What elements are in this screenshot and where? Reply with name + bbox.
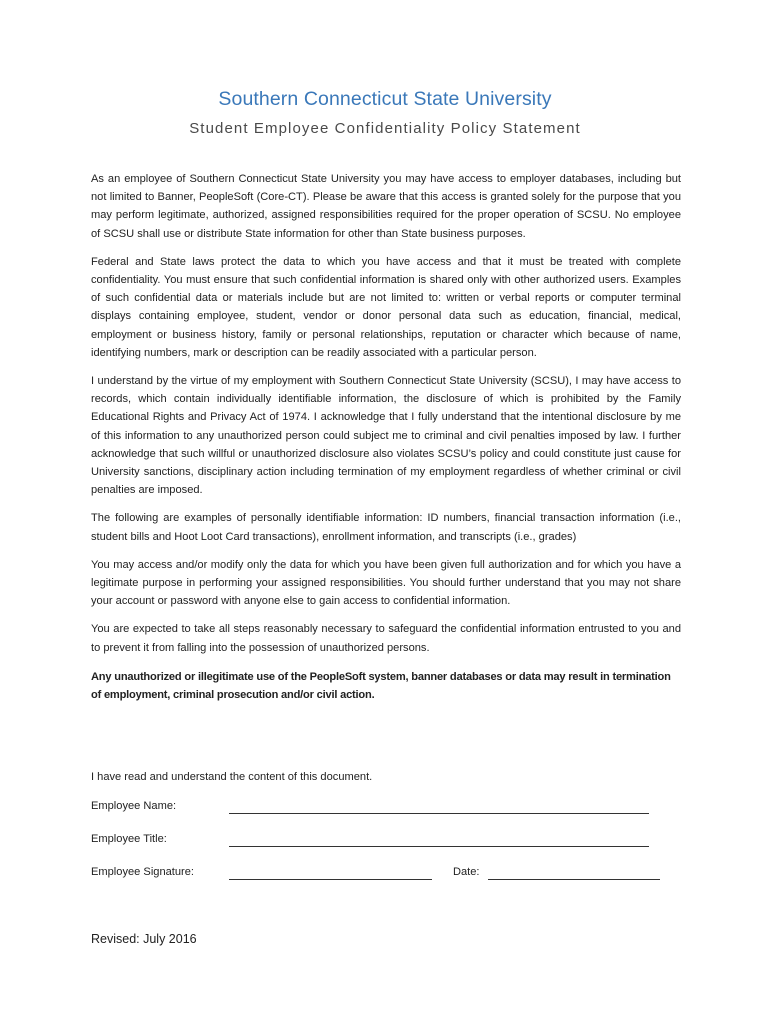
document-subtitle: Student Employee Confidentiality Policy Statement (189, 120, 581, 137)
date-label: Date: (453, 866, 480, 878)
employee-title-row (91, 833, 691, 853)
employee-signature-row (91, 866, 691, 886)
employee-signature-label: Employee Signature: (91, 866, 194, 878)
employee-title-label: Employee Title: (91, 833, 167, 845)
employee-title-field[interactable] (229, 846, 649, 847)
paragraph-laws: Federal and State laws protect the data to which you have access and that it must be treated with complete confidentiality. You must ensure that such confidential information is shared only with other authorized users. Examples of such confidential data or materials include but are not limited to: written or verbal reports or computer terminal displays containing employee, student, vendor or donor personal data such as education, financial, medical, employment or business history, family or personal relationships, reputation or character which because of name, identifying numbers, mark or description can be readily associated with a particular person. (91, 255, 681, 359)
employee-name-row (91, 800, 691, 820)
paragraph-authorization: You may access and/or modify only the data for which you have been given full authorization and for which you have a legitimate purpose in performing your assigned responsibilities. You should further understand that you may not share your account or password with anyone else to gain access to confidential information. (91, 558, 681, 608)
paragraph-safeguard: You are expected to take all steps reasonably necessary to safeguard the confidential information entrusted to you and to prevent it from falling into the possession of unauthorized persons. (91, 623, 681, 654)
document-title: Southern Connecticut State University (218, 88, 552, 110)
paragraph-understanding: I understand by the virtue of my employment with Southern Connecticut State University (SCSU), I may have access to records, which contain individually identifiable information, the disclosure of which is prohibited by the Family Educational Rights and Privacy Act of 1974. I acknowledge that I fully understand that the intentional disclosure by me of this information to any unauthorized person could subject me to criminal and civil penalties imposed by law. I further acknowledge that such willful or unauthorized disclosure also violates SCSU’s policy and could constitute just cause for University sanctions, disciplinary action including termination of my employment regardless of whether criminal or civil penalties are imposed. (91, 375, 681, 497)
paragraph-pii-examples: The following are examples of personally identifiable information: ID numbers, financial transaction information (i.e., student bills and Hoot Loot Card transactions), enrollment information, and transcripts (i.e., grades) (91, 512, 681, 543)
date-field[interactable] (488, 879, 660, 880)
policy-body (91, 170, 681, 714)
paragraph-access: As an employee of Southern Connecticut State University you may have access to employer databases, including but not limited to Banner, PeopleSoft (Core-CT). Please be aware that this access is granted solely for the purpose that you may perform legitimate, authorized, assigned responsibilities required for the proper operation of SCSU. No employee of SCSU shall use or distribute State information for other than State business purposes. (91, 173, 681, 240)
acknowledgement-text: I have read and understand the content of this document. (91, 771, 373, 783)
employee-name-field[interactable] (229, 813, 649, 814)
warning-statement: Any unauthorized or illegitimate use of the PeopleSoft system, banner databases or data may result in termination of employment, criminal prosecution and/or civil action. (91, 670, 671, 702)
employee-signature-field[interactable] (229, 879, 432, 880)
employee-name-label: Employee Name: (91, 800, 177, 812)
revision-date: Revised: July 2016 (91, 932, 197, 946)
